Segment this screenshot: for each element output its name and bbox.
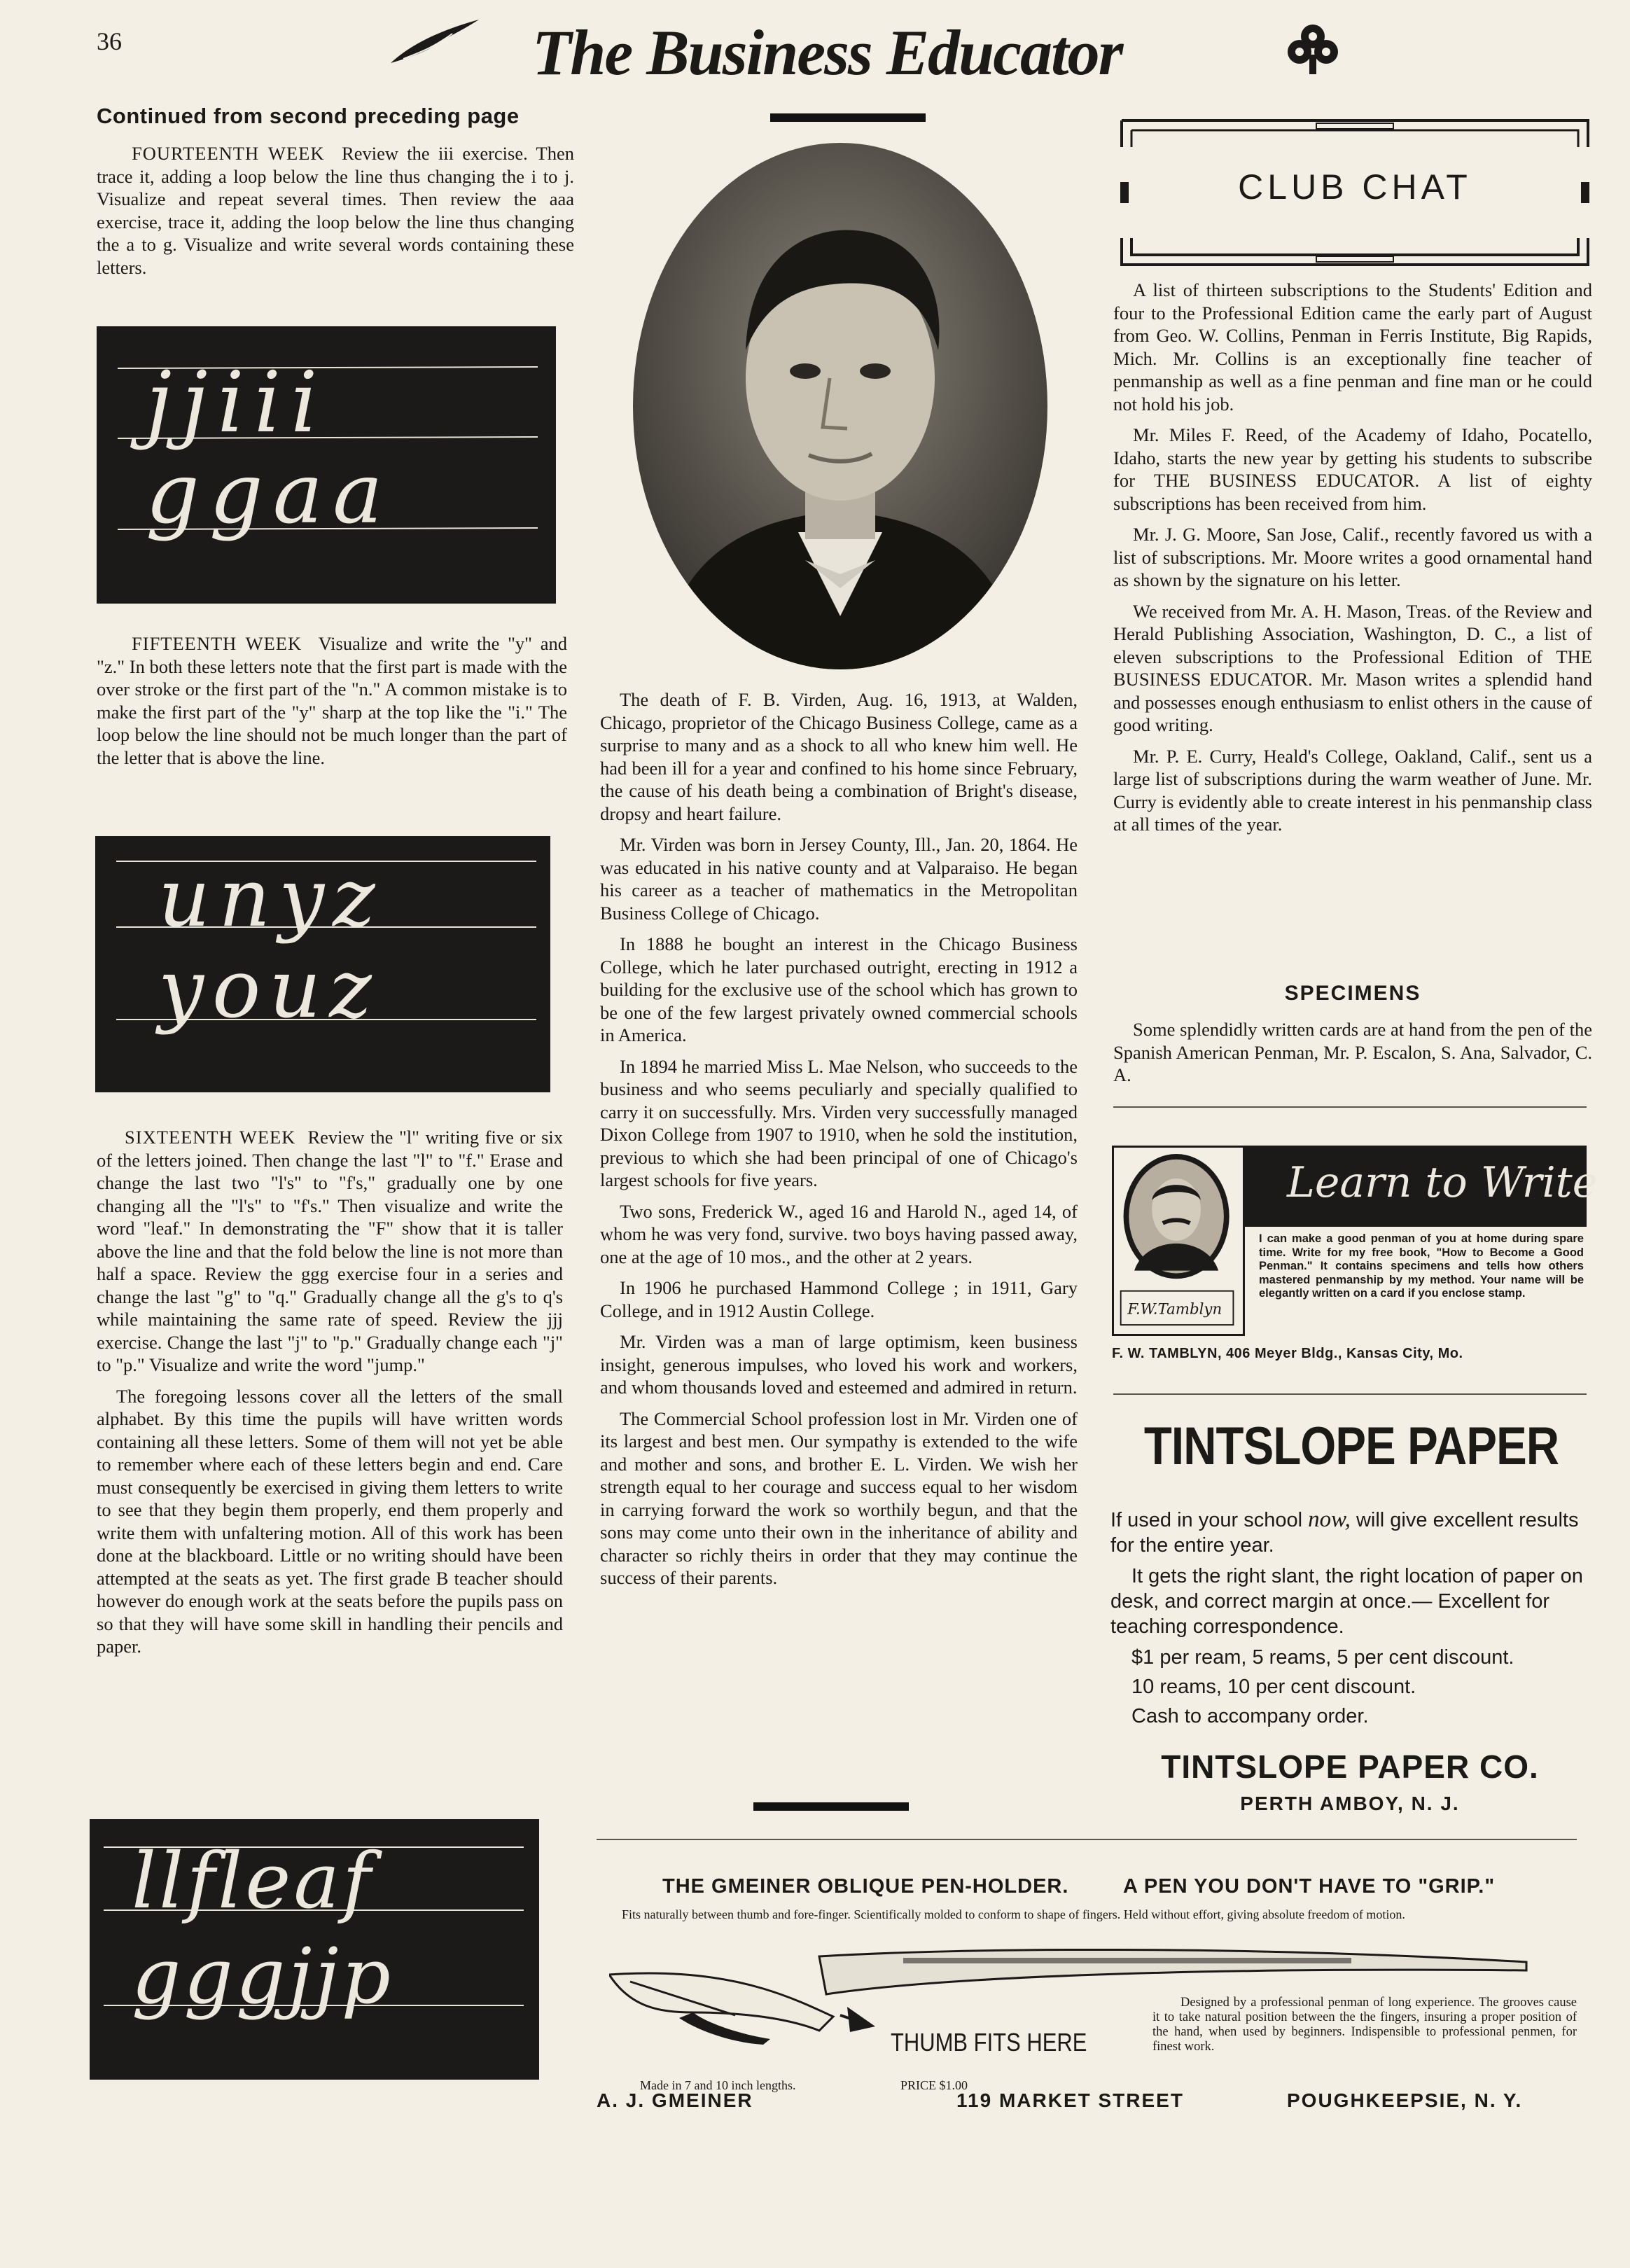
week-label: SIXTEENTH WEEK xyxy=(125,1127,296,1148)
fourteenth-week-block xyxy=(97,142,574,287)
week-label: FOURTEENTH WEEK xyxy=(132,143,325,164)
penmanship-plate-1 xyxy=(97,326,556,604)
club-paragraph: Mr. J. G. Moore, San Jose, Calif., recently favored us with a list of subscriptions. Mr. Moore writes a good ornamental hand as shown by the signature on his letter. xyxy=(1113,524,1592,590)
learn-to-write-banner xyxy=(1245,1146,1598,1227)
week-label: FIFTEENTH WEEK xyxy=(132,633,302,654)
plate-line-2: ggaa xyxy=(146,445,393,543)
obituary-paragraph: Mr. Virden was born in Jersey County, Ill., Jan. 20, 1864. He was educated in his native county and at Valparaiso. He began his career as a teacher of mathematics in the Metropolitan Business College of Chicago. xyxy=(600,834,1078,924)
divider xyxy=(1113,1106,1587,1108)
pen-headline-left: THE GMEINER OBLIQUE PEN-HOLDER. xyxy=(662,1875,1069,1898)
pen-price: PRICE $1.00 xyxy=(900,2078,968,2092)
tintslope-text: will give excellent results for the entire year. xyxy=(1110,1509,1579,1557)
penmanship-plate-3 xyxy=(90,1819,539,2080)
obituary-paragraph: In 1894 he married Miss L. Mae Nelson, who succeeds to the business and who seems peculiarly and specially qualified to carry it on successfully. Mrs. Virden very successfully managed Dixon College from 1907 to 1910, when he sold the institution, previous to which she had been principal of one of Chicago's largest schools for five years. xyxy=(600,1055,1078,1190)
club-chat-text xyxy=(1113,279,1592,844)
club-chat-frame xyxy=(1120,119,1589,266)
club-paragraph: Mr. Miles F. Reed, of the Academy of Idaho, Pocatello, Idaho, starts the new year by getting his students to subscribe for THE BUSINESS EDUCATOR. A list of eighty subscriptions has been received from him. xyxy=(1113,424,1592,514)
club-paragraph: Mr. P. E. Curry, Heald's College, Oakland, Calif., sent us a large list of subscriptions during the warm weather of June. Mr. Curry is evidently able to create interest in his penmanship class at all times of the year. xyxy=(1113,745,1592,835)
tintslope-text: If used in your school xyxy=(1110,1509,1309,1531)
specimens-text xyxy=(1113,1018,1592,1095)
pen-headline-right: A PEN YOU DON'T HAVE TO "GRIP." xyxy=(1123,1875,1496,1898)
plate-line-2: youz xyxy=(158,942,380,1036)
club-paragraph: A list of thirteen subscriptions to the Students' Edition and four to the Professional Edition came the early part of August from Geo. W. Collins, Penman in Ferris Institute, Big Rapids, Mich. Mr. Collins is an exceptionally fine teacher of penmanship as well as a fine penman and fine man or he could not hold his job. xyxy=(1113,279,1592,415)
tamblyn-address: F. W. TAMBLYN, 406 Meyer Bldg., Kansas City, Mo. xyxy=(1112,1346,1463,1361)
specimens-paragraph: Some splendidly written cards are at hand from the pen of the Spanish American Penman, Mr. P. Escalon, S. Ana, Salvador, C. A. xyxy=(1113,1019,1592,1085)
obituary-paragraph: In 1906 he purchased Hammond College ; in 1911, Gary College, and in 1912 Austin College. xyxy=(600,1277,1078,1321)
thumb-fits-here-label: THUMB FITS HERE xyxy=(891,2028,1087,2057)
club-paragraph: We received from Mr. A. H. Mason, Treas. of the Review and Herald Publishing Association, Washington, D. C., a list of eleven subscriptions to the Professional Edition of THE BUSINESS EDUCATOR. Mr. Mason writes a splendid hand and possesses enough enthusiasm to enlist others in the cause of good writing. xyxy=(1113,600,1592,735)
plate-line-1: unyz xyxy=(158,851,384,945)
tintslope-emphasis: now, xyxy=(1308,1507,1351,1532)
plate-line-2: gggjjp xyxy=(132,1931,393,2021)
quill-icon xyxy=(389,17,480,66)
top-rule-bar xyxy=(770,113,926,122)
tintslope-company: TINTSLOPE PAPER CO. xyxy=(1161,1748,1539,1785)
pen-subline: Fits naturally between thumb and fore-finger. Scientifically molded to conform to shape of fingers. Held without effort, giving absolute freedom of motion. xyxy=(622,1907,1405,1921)
obituary-paragraph: The Commercial School profession lost in Mr. Virden one of its largest and best men. Our sympathy is extended to the wife and mother and sons, and brother E. L. Virden. We wish her strength equal to her courage and success equal to her wisdom in carrying forward the work so worthily begun, and that the sons may come unto their own in the inheritance of ability and character so richly theirs in order that they may continue the success of their parents. xyxy=(600,1407,1078,1588)
divider xyxy=(1113,1393,1587,1395)
obituary-paragraph: Mr. Virden was a man of large optimism, keen business insight, generous impulses, who loved his work and workers, and whom thousands loved and esteemed and admired in return. xyxy=(600,1331,1078,1398)
tintslope-ad-text xyxy=(1110,1507,1589,1729)
pen-maker: A. J. GMEINER xyxy=(597,2089,753,2111)
tamblyn-ad-text: I can make a good penman of you at home during spare time. Write for my free book, "How to Become a Good Penman." It contains specimens and tells how others mastered penmanship by my method. Your name will be elegantly written on a card if you enclose stamp. xyxy=(1259,1232,1584,1300)
page-number: 36 xyxy=(97,27,122,55)
closing-paragraph: The foregoing lessons cover all the letters of the small alphabet. By this time the pupils will have written words containing all these letters. Some of them will not yet be able to remember where each of these letters begin and end. Care must consequently be exercised in giving them letters to write to see that they begin them properly, end them properly and write them with unfaltering motion. All of this work has been done at the blackboard. Little or no writing should have been attempted at the seats as yet. The first grade B teacher should however do enough work at the seats before the pupils pass on so that they will have some skill in handling their pencils and paper. xyxy=(97,1385,563,1657)
plate-line-1: llfleaf xyxy=(132,1836,374,1926)
divider xyxy=(597,1839,1577,1840)
obituary-paragraph: Two sons, Frederick W., aged 16 and Harold N., aged 14, of whom he was very fond, survive. two boys having passed away, one at the age of 10 mos., and the other at 2 years. xyxy=(600,1200,1078,1267)
week-text: Review the iii exercise. Then trace it, adding a loop below the line thus changing the i to j. Visualize and repeat several times. Then review the aaa exercise, trace it, adding the loop below the line thus changing the a to g. Visualize and write several words containing these letters. xyxy=(97,143,575,278)
tamblyn-signature: F.W.Tamblyn xyxy=(1127,1300,1222,1319)
tintslope-address: PERTH AMBOY, N. J. xyxy=(1240,1793,1460,1814)
tintslope-price: 10 reams, 10 per cent discount. xyxy=(1131,1676,1416,1698)
learn-to-write-script: Learn to Write xyxy=(1287,1158,1598,1207)
plate-line-1: jjiii xyxy=(146,354,328,452)
bottom-rule-bar xyxy=(753,1802,909,1811)
tintslope-paragraph: It gets the right slant, the right location of paper on desk, and correct margin at once.— Excellent for teaching correspondence. xyxy=(1110,1565,1583,1638)
club-chat-title: CLUB CHAT xyxy=(1238,167,1472,207)
fifteenth-week-block xyxy=(97,632,567,777)
tintslope-price: $1 per ream, 5 reams, 5 per cent discount. xyxy=(1131,1646,1514,1669)
tintslope-price: Cash to accompany order. xyxy=(1131,1705,1369,1727)
emblem-icon xyxy=(1286,21,1340,76)
masthead: The Business Educator xyxy=(532,17,1122,88)
penmanship-plate-2 xyxy=(95,836,550,1092)
pen-city: POUGHKEEPSIE, N. Y. xyxy=(1287,2089,1523,2111)
pen-street: 119 MARKET STREET xyxy=(956,2089,1184,2111)
obituary-paragraph: The death of F. B. Virden, Aug. 16, 1913, at Walden, Chicago, proprietor of the Chicago Business College, came as a surprise to many and as a shock to all who knew him well. He had been ill for a year and confined to his home since February, the cause of his death being a combination of Bright's disease, dropsy and heart failure. xyxy=(600,689,1078,824)
pen-lengths: Made in 7 and 10 inch lengths. xyxy=(640,2078,796,2092)
obituary-text xyxy=(600,688,1078,1598)
week-text: Review the "l" writing five or six of the letters joined. Then change the last "l" to "f." Erase and change the last two "l's" to "f's," gradually one by one changing all the "l's" to "f's." Then visualize and write the word "leaf." In demonstrating the "F" show that it is taller above the line and that the fold below the line is not more than half a space. Review the ggg exercise four in a series and change the last "g" to "q." Gradually change all the g's to q's while maintaining the same rate of speed. Review the jjj exercise. Change the last "j" to "p." Gradually change each "j" to "p." Visualize and write the word "jump." xyxy=(97,1127,563,1375)
portrait-photo xyxy=(630,140,1050,672)
pen-side-text: Designed by a professional penman of long experience. The grooves cause it to take natural position between the the fingers, insuring a proper position of the hand, when used by beginners. Indispensible to professional penmen, for finest work. xyxy=(1152,1996,1577,2054)
tamblyn-ad xyxy=(1112,1146,1598,1342)
tamblyn-portrait xyxy=(1112,1146,1245,1336)
obituary-paragraph: In 1888 he bought an interest in the Chicago Business College, which he later purchased outright, erecting in 1912 a building for the exclusive use of the school which has grown to be one of the few largest privately owned commercial schools in America. xyxy=(600,933,1078,1045)
week-text: Visualize and write the "y" and "z." In both these letters note that the first part is made with the over stroke or the first part of the "n." A common mistake is to make the first part of the "y" sharp at the top like the "i." The loop below the line should not be much longer than the part of the letter that is above the line. xyxy=(97,633,567,768)
continued-heading: Continued from second preceding page xyxy=(97,104,520,128)
sixteenth-week-block xyxy=(97,1126,563,1667)
tintslope-title: TINTSLOPE PAPER xyxy=(1143,1417,1559,1476)
specimens-heading: SPECIMENS xyxy=(1284,982,1421,1005)
